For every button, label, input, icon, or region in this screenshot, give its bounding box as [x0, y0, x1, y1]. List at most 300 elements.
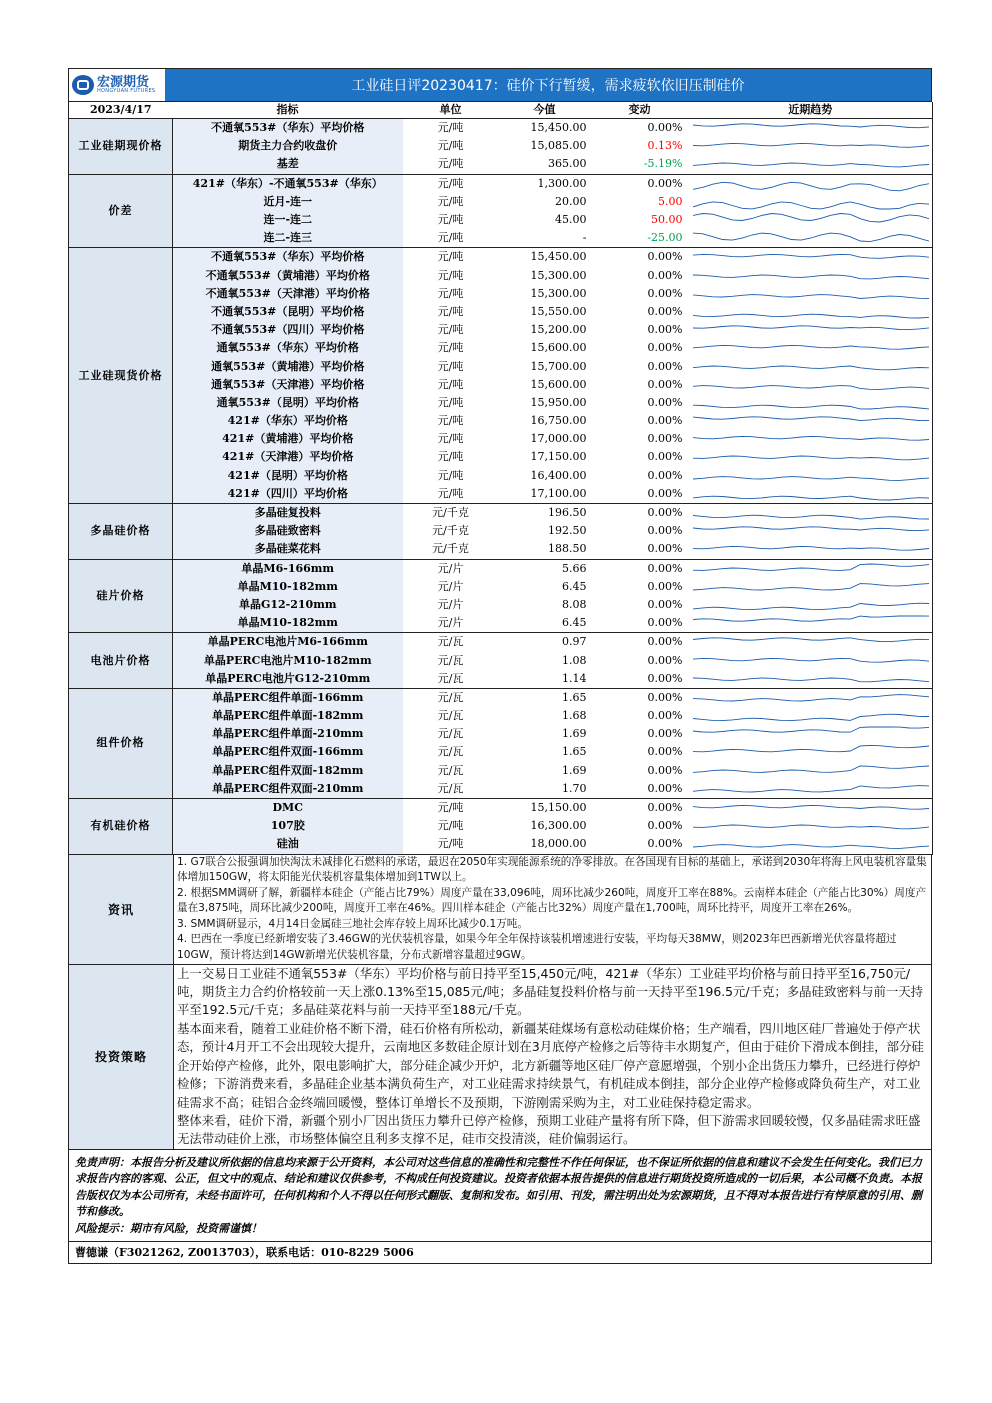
news-section: [68, 855, 932, 965]
indicator-name: 连二-连三: [173, 229, 403, 248]
table-row: [69, 285, 933, 303]
price-table: [68, 102, 933, 855]
indicator-name: 连一-连二: [173, 211, 403, 229]
trend-sparkline: [689, 394, 933, 412]
value-cell: 15,950.00: [530, 395, 587, 409]
indicator-name: 单晶PERC电池片G12-210mm: [173, 670, 403, 689]
table-row: [69, 412, 933, 430]
unit-cell: 元/吨: [437, 139, 464, 153]
indicator-name: 多晶硅菜花料: [173, 540, 403, 559]
strategy-section: [68, 965, 932, 1150]
trend-sparkline: [689, 339, 933, 357]
trend-sparkline: [689, 633, 933, 652]
change-cell: 0.13%: [647, 139, 683, 153]
sparkline-icon: [693, 175, 929, 193]
change-cell: 50.00: [651, 213, 683, 227]
table-row: [69, 688, 933, 707]
unit-cell: 元/吨: [437, 341, 464, 355]
table-row: [69, 670, 933, 689]
sparkline-icon: [693, 707, 929, 725]
sparkline-line: [693, 346, 929, 350]
trend-sparkline: [689, 285, 933, 303]
sparkline-line: [693, 695, 929, 701]
sparkline-icon: [693, 504, 929, 522]
sparkline-icon: [693, 614, 929, 632]
sparkline-icon: [693, 633, 929, 651]
indicator-name: 单晶M6-166mm: [173, 559, 403, 578]
sparkline-line: [693, 746, 929, 752]
trend-sparkline: [689, 303, 933, 321]
value-cell: 1.70: [499, 780, 591, 799]
change-cell: 0.00%: [647, 579, 683, 593]
trend-sparkline: [689, 119, 933, 138]
change-cell: -25.00: [591, 229, 689, 248]
change-cell: 0.00%: [647, 763, 683, 777]
sparkline-line: [693, 314, 929, 318]
indicator-name: 421#（华东）-不通氧553#（华东）: [173, 174, 403, 193]
unit-cell: 元/吨: [403, 835, 499, 854]
indicator-name: 不通氧553#（天津港）平均价格: [173, 285, 403, 303]
change-cell: 0.00%: [647, 304, 683, 318]
trend-sparkline: [689, 248, 933, 267]
indicator-name: 421#（昆明）平均价格: [173, 467, 403, 485]
table-row: [69, 430, 933, 448]
value-cell: 15,700.00: [530, 359, 587, 373]
trend-sparkline: [689, 670, 933, 689]
indicator-name: 单晶PERC组件单面-182mm: [173, 707, 403, 725]
indicator-name: 单晶G12-210mm: [173, 596, 403, 614]
unit-cell: 元/吨: [437, 286, 464, 300]
trend-sparkline: [689, 578, 933, 596]
change-cell: 0.00%: [647, 690, 683, 704]
change-cell: 0.00%: [647, 653, 683, 667]
value-cell: 365.00: [499, 155, 591, 174]
table-row: [69, 540, 933, 559]
trend-sparkline: [689, 817, 933, 835]
table-row: [69, 559, 933, 578]
unit-cell: 元/吨: [403, 229, 499, 248]
unit-cell: 元/吨: [437, 819, 464, 833]
sparkline-line: [693, 385, 929, 389]
indicator-name: 多晶硅复投料: [173, 503, 403, 522]
change-cell: 0.00%: [647, 745, 683, 759]
trend-sparkline: [689, 155, 933, 174]
sparkline-line: [693, 496, 929, 500]
value-cell: 15,300.00: [530, 268, 587, 282]
sparkline-line: [693, 515, 929, 519]
value-cell: 1.65: [562, 745, 587, 759]
change-cell: 0.00%: [591, 485, 689, 504]
indicator-name: 单晶PERC组件双面-182mm: [173, 762, 403, 780]
trend-sparkline: [689, 596, 933, 614]
table-row: [69, 174, 933, 193]
indicator-name: 单晶PERC电池片M10-182mm: [173, 651, 403, 669]
change-cell: 0.00%: [647, 635, 683, 649]
sparkline-line: [693, 825, 929, 829]
category-label: 工业硅现货价格: [69, 248, 173, 504]
table-row: [69, 743, 933, 761]
value-cell: 15,150.00: [530, 801, 587, 815]
trend-sparkline: [689, 174, 933, 193]
unit-cell: 元/千克: [403, 540, 499, 559]
change-cell: 0.00%: [647, 709, 683, 723]
sparkline-line: [693, 527, 929, 531]
change-cell: 0.00%: [647, 432, 683, 446]
value-cell: 196.50: [548, 506, 587, 520]
trend-sparkline: [689, 412, 933, 430]
disclaimer: [68, 1150, 932, 1243]
unit-cell: 元/吨: [403, 485, 499, 504]
change-cell: 0.00%: [647, 524, 683, 538]
sparkline-line: [693, 255, 929, 259]
sparkline-icon: [693, 430, 929, 448]
sparkline-line: [693, 275, 929, 279]
value-cell: 15,300.00: [530, 286, 587, 300]
trend-sparkline: [689, 780, 933, 799]
unit-cell: 元/吨: [437, 414, 464, 428]
sparkline-line: [693, 547, 929, 551]
value-cell: 15,200.00: [530, 323, 587, 337]
unit-cell: 元/吨: [437, 213, 464, 227]
table-row: [69, 394, 933, 412]
indicator-name: 107胶: [173, 817, 403, 835]
disclaimer-text: 免责声明：本报告分析及建议所依据的信息均来源于公开资料，本公司对这些信息的准确性和完整性不作任何保证，也不保证所依据的信息和建议不会发生任何变化。我们已力求报告内容的客观、公正，但文中的观点、结论和建议仅供参考，不构成任何投资建议。投资者依据本报告提供的信息进行期货投资所造成的一切后果，本公司概不负责。本报告版权仅为本公司所有，未经书面许可，任何机构和个人不得以任何形式翻版、复制和发布。如引用、刊发，需注明出处为宏源期货，且不得对本报告进行有悖原意的引用、删节和修改。: [75, 1155, 922, 1219]
unit-cell: 元/吨: [437, 176, 464, 190]
trend-sparkline: [689, 430, 933, 448]
news-label: 资讯: [69, 855, 174, 964]
change-cell: 0.00%: [647, 323, 683, 337]
sparkline-line: [693, 405, 929, 409]
table-row: [69, 522, 933, 540]
trend-sparkline: [689, 485, 933, 504]
unit-cell: 元/瓦: [437, 690, 464, 704]
sparkline-line: [693, 714, 929, 720]
sparkline-icon: [693, 522, 929, 540]
table-row: [69, 762, 933, 780]
table-row: [69, 485, 933, 504]
sparkline-line: [693, 366, 929, 370]
change-cell: 0.00%: [591, 670, 689, 689]
unit-cell: 元/瓦: [437, 763, 464, 777]
category-label: 多晶硅价格: [69, 503, 173, 559]
value-cell: 1.69: [562, 763, 587, 777]
sparkline-line: [693, 437, 929, 441]
trend-sparkline: [689, 651, 933, 669]
trend-sparkline: [689, 211, 933, 229]
change-cell: 0.00%: [647, 176, 683, 190]
company-logo: [69, 69, 165, 101]
change-cell: 0.00%: [647, 268, 683, 282]
col-trend: 近期趋势: [689, 102, 933, 119]
unit-cell: 元/片: [437, 597, 464, 611]
unit-cell: 元/吨: [437, 194, 464, 208]
sparkline-icon: [693, 193, 929, 211]
table-row: [69, 503, 933, 522]
change-cell: 0.00%: [647, 801, 683, 815]
table-row: [69, 448, 933, 466]
indicator-name: 硅油: [173, 835, 403, 854]
table-row: [69, 707, 933, 725]
sparkline-icon: [693, 560, 929, 578]
value-cell: 192.50: [548, 524, 587, 538]
news-item: 3. SMM调研显示，4月14日金属硅三地社会库存较上周环比减少0.1万吨。: [177, 917, 528, 930]
strategy-label: 投资策略: [69, 965, 174, 1149]
strategy-paragraph: 基本面来看，随着工业硅价格不断下滑，硅石价格有所松动，新疆某硅煤场有意松动硅煤价格；生产端看，四川地区硅厂普遍处于停产状态，预计4月开工不会出现较大提升，云南地区多数硅企原计划在3月底停产检修之后等待丰水期复产，但由于硅价下滑成本倒挂，部分硅企开始停产检修，此外，限电影响扩大，部分硅企减少开炉，北方新疆等地区硅厂停产意愿增强，个别小企出货压力攀升，已经进行停炉检修；下游消费来看，多晶硅企业基本满负荷生产，对工业硅需求持续景气，有机硅成本倒挂，部分企业停产检修或降负荷生产，对工业硅需求不高；硅铝合金终端回暖慢，整体订单增长不及预期，下游刚需采购为主，对工业硅保持稳定需求。: [177, 1020, 924, 1110]
table-row: [69, 155, 933, 174]
value-cell: 6.45: [499, 614, 591, 633]
value-cell: 16,400.00: [530, 468, 587, 482]
change-cell: 0.00%: [647, 727, 683, 741]
table-row: [69, 835, 933, 854]
indicator-name: 单晶M10-182mm: [173, 578, 403, 596]
sparkline-line: [693, 603, 929, 609]
value-cell: 17,100.00: [499, 485, 591, 504]
unit-cell: 元/吨: [437, 359, 464, 373]
unit-cell: 元/片: [437, 579, 464, 593]
category-label: 工业硅期现价格: [69, 119, 173, 175]
value-cell: 188.50: [499, 540, 591, 559]
change-cell: 0.00%: [647, 506, 683, 520]
sparkline-icon: [693, 780, 929, 798]
value-cell: 15,450.00: [530, 250, 587, 264]
change-cell: 0.00%: [647, 597, 683, 611]
table-row: [69, 229, 933, 248]
report-header: [68, 68, 932, 102]
table-row: [69, 596, 933, 614]
category-label: 有机硅价格: [69, 798, 173, 854]
trend-sparkline: [689, 725, 933, 743]
indicator-name: DMC: [173, 798, 403, 817]
sparkline-icon: [693, 817, 929, 835]
strategy-paragraph: 整体来看，硅价下滑，新疆个别小厂因出货压力攀升已停产检修，预期工业硅产量将有所下降，但下游需求回暖较慢，仅多晶硅需求旺盛无法带动硅价上涨，市场整体偏空且利多支撑不足，硅市交投清淡，硅价偏弱运行。: [177, 1112, 921, 1147]
sparkline-icon: [693, 229, 929, 247]
indicator-name: 基差: [173, 155, 403, 174]
table-row: [69, 725, 933, 743]
sparkline-icon: [693, 743, 929, 761]
table-row: [69, 578, 933, 596]
indicator-name: 不通氧553#（黄埔港）平均价格: [173, 267, 403, 285]
category-label: 组件价格: [69, 688, 173, 798]
analyst-contact: 曹德谦（F3021262, Z0013703），联系电话：010-8229 5006: [68, 1242, 932, 1264]
sparkline-icon: [693, 596, 929, 614]
unit-cell: 元/瓦: [437, 709, 464, 723]
indicator-name: 不通氧553#（华东）平均价格: [173, 119, 403, 138]
sparkline-line: [693, 182, 929, 191]
table-row: [69, 193, 933, 211]
table-row: [69, 267, 933, 285]
sparkline-icon: [693, 119, 929, 137]
unit-cell: 元/瓦: [437, 727, 464, 741]
col-value: 今值: [499, 102, 591, 119]
unit-cell: 元/瓦: [437, 635, 464, 649]
sparkline-icon: [693, 285, 929, 303]
value-cell: 20.00: [555, 194, 587, 208]
sparkline-icon: [693, 485, 929, 503]
news-item: 1. G7联合公报强调加快淘汰未减排化石燃料的承诺，最迟在2050年实现能源系统的净零排放。在各国现有目标的基础上，承诺到2030年将海上风电装机容量集体增加150GW，将太阳能光伏装机容量集体增加到1TW以上。: [177, 855, 927, 884]
table-row: [69, 303, 933, 321]
trend-sparkline: [689, 357, 933, 375]
unit-cell: 元/瓦: [403, 670, 499, 689]
sparkline-icon: [693, 303, 929, 321]
trend-sparkline: [689, 798, 933, 817]
unit-cell: 元/吨: [437, 395, 464, 409]
trend-sparkline: [689, 522, 933, 540]
sparkline-icon: [693, 394, 929, 412]
sparkline-icon: [693, 358, 929, 376]
category-label: 价差: [69, 174, 173, 248]
category-label: 电池片价格: [69, 633, 173, 689]
value-cell: 1.69: [562, 727, 587, 741]
change-cell: 0.00%: [647, 819, 683, 833]
unit-cell: 元/吨: [437, 268, 464, 282]
sparkline-icon: [693, 248, 929, 266]
indicator-name: 单晶PERC电池片M6-166mm: [173, 633, 403, 652]
table-row: [69, 780, 933, 799]
value-cell: 1.08: [562, 653, 587, 667]
value-cell: 16,300.00: [530, 819, 587, 833]
trend-sparkline: [689, 229, 933, 248]
unit-cell: 元/瓦: [437, 653, 464, 667]
sparkline-line: [693, 163, 929, 167]
unit-cell: 元/吨: [437, 121, 464, 135]
category-label: 硅片价格: [69, 559, 173, 633]
sparkline-icon: [693, 321, 929, 339]
change-cell: 0.00%: [647, 450, 683, 464]
news-item: 2. 根据SMM调研了解，新疆样本硅企（产能占比79%）周度产量在33,096吨，周环比减少260吨，周度开工率在88%。云南样本硅企（产能占比30%）周度产量在3,875吨，周环比减少200吨，周度开工率在46%。四川样本硅企（产能占比32%）周度产量在1,700吨，周环比持平，周度开工率在26%。: [177, 886, 927, 915]
sparkline-line: [693, 417, 929, 421]
trend-sparkline: [689, 559, 933, 578]
sparkline-icon: [693, 376, 929, 394]
trend-sparkline: [689, 614, 933, 633]
sparkline-icon: [693, 155, 929, 173]
indicator-name: 期货主力合约收盘价: [173, 137, 403, 155]
trend-sparkline: [689, 835, 933, 854]
sparkline-line: [693, 476, 929, 480]
news-content: [174, 855, 931, 964]
table-row: [69, 119, 933, 138]
sparkline-line: [693, 214, 929, 223]
value-cell: 1.14: [499, 670, 591, 689]
sparkline-icon: [693, 467, 929, 485]
indicator-name: 近月-连一: [173, 193, 403, 211]
col-indicator: 指标: [173, 102, 403, 119]
logo-icon: [72, 75, 94, 95]
risk-warning: 风险提示：期市有风险，投资需谨慎！: [75, 1221, 262, 1235]
strategy-content: [174, 965, 931, 1149]
value-cell: 18,000.00: [499, 835, 591, 854]
value-cell: 15,450.00: [530, 121, 587, 135]
value-cell: 6.45: [562, 579, 587, 593]
indicator-name: 单晶M10-182mm: [173, 614, 403, 633]
col-change: 变动: [591, 102, 689, 119]
change-cell: 0.00%: [591, 835, 689, 854]
table-row: [69, 467, 933, 485]
col-unit: 单位: [403, 102, 499, 119]
change-cell: 0.00%: [647, 250, 683, 264]
sparkline-line: [693, 202, 929, 209]
sparkline-line: [693, 658, 929, 662]
indicator-name: 单晶PERC组件单面-210mm: [173, 725, 403, 743]
indicator-name: 单晶PERC组件双面-210mm: [173, 780, 403, 799]
change-cell: 0.00%: [591, 540, 689, 559]
column-header-row: [69, 102, 933, 119]
trend-sparkline: [689, 376, 933, 394]
unit-cell: 元/吨: [437, 450, 464, 464]
unit-cell: 元/吨: [437, 304, 464, 318]
unit-cell: 元/瓦: [403, 780, 499, 799]
table-row: [69, 248, 933, 267]
table-row: [69, 137, 933, 155]
trend-sparkline: [689, 467, 933, 485]
indicator-name: 421#（天津港）平均价格: [173, 448, 403, 466]
sparkline-icon: [693, 799, 929, 817]
table-row: [69, 817, 933, 835]
sparkline-line: [693, 456, 929, 460]
sparkline-icon: [693, 762, 929, 780]
unit-cell: 元/千克: [432, 506, 469, 520]
sparkline-icon: [693, 412, 929, 430]
value-cell: 1.68: [562, 709, 587, 723]
sparkline-icon: [693, 652, 929, 670]
sparkline-line: [693, 583, 929, 589]
indicator-name: 单晶PERC组件双面-166mm: [173, 743, 403, 761]
value-cell: 15,550.00: [530, 304, 587, 318]
indicator-name: 通氧553#（昆明）平均价格: [173, 394, 403, 412]
unit-cell: 元/片: [403, 614, 499, 633]
change-cell: 0.00%: [647, 359, 683, 373]
trend-sparkline: [689, 743, 933, 761]
unit-cell: 元/吨: [437, 432, 464, 446]
sparkline-icon: [693, 540, 929, 558]
sparkline-line: [693, 845, 929, 849]
change-cell: 0.00%: [647, 121, 683, 135]
logo-cn: 宏源期货: [97, 75, 150, 90]
change-cell: 0.00%: [647, 414, 683, 428]
unit-cell: 元/吨: [437, 377, 464, 391]
indicator-name: 421#（黄埔港）平均价格: [173, 430, 403, 448]
indicator-name: 通氧553#（天津港）平均价格: [173, 376, 403, 394]
unit-cell: 元/片: [437, 561, 464, 575]
sparkline-icon: [693, 137, 929, 155]
sparkline-line: [693, 564, 929, 570]
indicator-name: 通氧553#（黄埔港）平均价格: [173, 357, 403, 375]
value-cell: -: [499, 229, 591, 248]
sparkline-line: [693, 233, 929, 242]
value-cell: 1,300.00: [537, 176, 587, 190]
value-cell: 45.00: [555, 213, 587, 227]
trend-sparkline: [689, 448, 933, 466]
sparkline-icon: [693, 835, 929, 853]
unit-cell: 元/千克: [432, 524, 469, 538]
change-cell: 0.00%: [591, 614, 689, 633]
trend-sparkline: [689, 762, 933, 780]
change-cell: 0.00%: [647, 395, 683, 409]
trend-sparkline: [689, 540, 933, 559]
change-cell: 0.00%: [647, 468, 683, 482]
indicator-name: 421#（四川）平均价格: [173, 485, 403, 504]
sparkline-line: [693, 678, 929, 682]
sparkline-line: [693, 805, 929, 809]
value-cell: 8.08: [562, 597, 587, 611]
value-cell: 16,750.00: [530, 414, 587, 428]
indicator-name: 不通氧553#（四川）平均价格: [173, 321, 403, 339]
sparkline-line: [693, 124, 929, 128]
sparkline-line: [693, 638, 929, 642]
change-cell: 0.00%: [591, 780, 689, 799]
sparkline-icon: [693, 725, 929, 743]
sparkline-icon: [693, 689, 929, 707]
value-cell: 5.66: [562, 561, 587, 575]
